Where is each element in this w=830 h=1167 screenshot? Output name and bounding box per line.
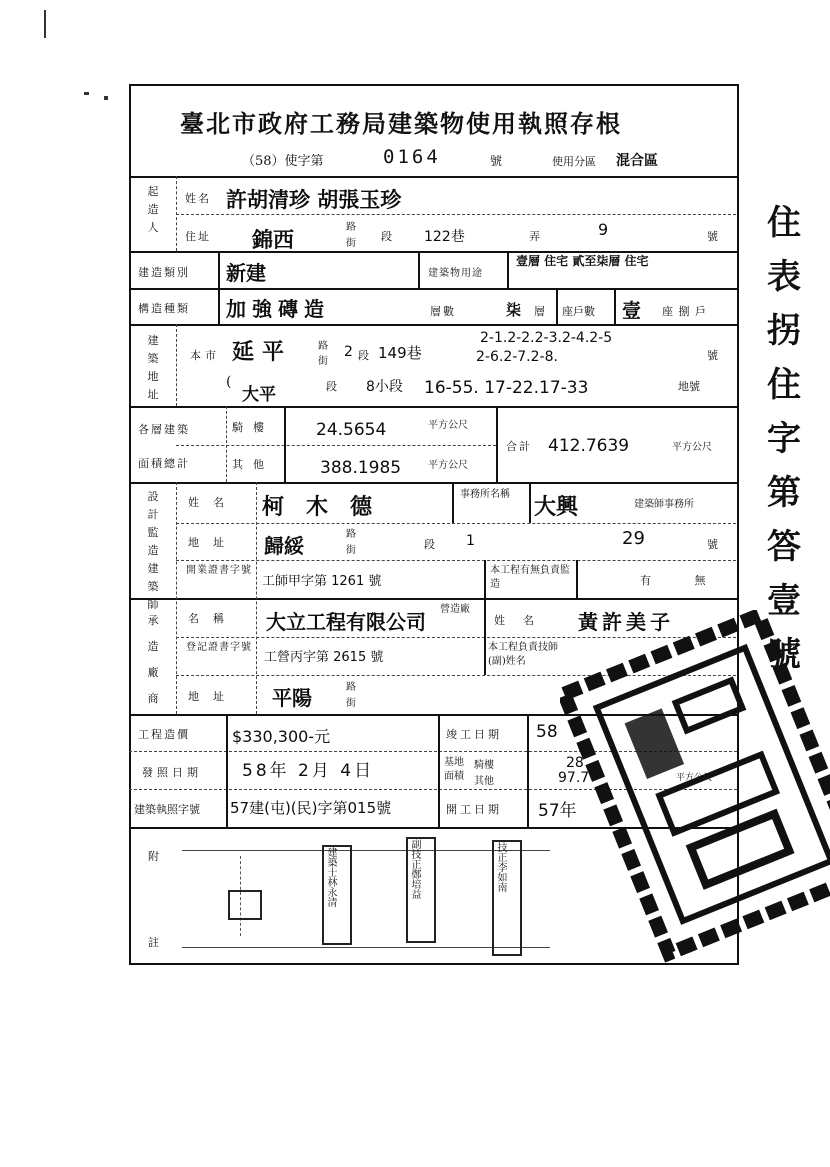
arcade-area-unit: 平方公尺 xyxy=(428,420,468,431)
col-line xyxy=(284,406,286,482)
office-name-label: 事務所名稱 xyxy=(460,489,510,500)
designer-license-value: 工師甲字第 1261 號 xyxy=(262,574,382,589)
col-line xyxy=(529,482,531,523)
units-value: 壹 xyxy=(622,300,642,322)
designer-address-value: 歸綏 xyxy=(264,534,304,558)
total-area-label: 合計 xyxy=(506,440,532,453)
other-area-value: 388.1985 xyxy=(320,458,402,478)
issue-date-label: 發照日期 xyxy=(142,766,202,779)
district-section-word: 段 xyxy=(326,380,337,393)
applicant-section-label: 起 造 人 xyxy=(147,185,159,234)
contractor-address-value: 平陽 xyxy=(272,686,312,710)
site-arcade-label: 騎樓 xyxy=(474,760,494,771)
col-line xyxy=(226,714,228,827)
designer-license-label: 開業證書字號 xyxy=(186,565,252,576)
designer-number-word: 號 xyxy=(707,538,718,551)
designer-road-word: 路 xyxy=(346,529,356,540)
col-line xyxy=(484,598,486,637)
row-line xyxy=(129,176,739,178)
col-line xyxy=(496,406,498,482)
row-line xyxy=(129,324,739,326)
contractor-person-value: 黃許美子 xyxy=(578,610,674,634)
row-line xyxy=(176,523,736,525)
floors-value: 柒 xyxy=(506,301,522,319)
location-street-word: 街 xyxy=(318,356,328,367)
location-road-value: 延平 xyxy=(232,340,293,365)
remarks-label-top: 附 xyxy=(148,850,161,863)
total-area-value: 412.7639 xyxy=(548,436,630,456)
designer-section-label: 設 計 監 造 建 築 師 xyxy=(147,490,159,611)
district-value: 大平 xyxy=(242,385,276,405)
seal-square xyxy=(228,890,262,920)
scan-mark xyxy=(104,96,108,100)
open-paren: ( xyxy=(226,374,232,390)
applicant-lane-value: 122巷 xyxy=(424,229,465,245)
completion-value: 58 xyxy=(536,722,558,742)
scan-mark xyxy=(84,92,89,95)
site-arcade-value: 28 xyxy=(566,755,584,771)
row-line xyxy=(176,445,496,447)
designer-section-word: 段 xyxy=(424,538,435,551)
row-line xyxy=(129,251,739,253)
location-section-word: 段 xyxy=(358,349,369,362)
floors-label: 層數 xyxy=(430,305,456,318)
row-line xyxy=(129,288,739,290)
right-margin-text: 住 表 拐 住 字 第 答 壹 號 xyxy=(767,203,801,675)
start-date-value: 57年 xyxy=(538,801,577,821)
site-other-value: 97.7 xyxy=(558,770,590,786)
usage-zone-value: 混合區 xyxy=(616,153,658,169)
area-label-line2: 面積總計 xyxy=(138,457,190,470)
contractor-name-label: 名稱 xyxy=(188,612,238,625)
building-category-label: 建造類別 xyxy=(138,266,190,279)
cost-value: $330,300-元 xyxy=(232,727,331,746)
contractor-street-word: 街 xyxy=(346,698,356,709)
number-word: 號 xyxy=(707,230,718,243)
col-line xyxy=(256,482,258,714)
designer-address-label: 地址 xyxy=(188,536,238,549)
permit-value: 57建(屯)(民)字第015號 xyxy=(230,799,392,817)
applicant-name-label: 姓名 xyxy=(185,192,211,205)
units-label: 座戶數 xyxy=(562,305,595,318)
stamp-text-3: 技正李如南 xyxy=(495,842,506,892)
area-label-line1: 各層建築 xyxy=(138,423,190,436)
col-line xyxy=(418,251,420,288)
license-prefix: （58）使字第 xyxy=(242,154,324,169)
location-section-label: 建 築 地 址 xyxy=(147,334,159,401)
remarks-label-bottom: 註 xyxy=(148,936,161,949)
other-area-unit: 平方公尺 xyxy=(428,460,468,471)
form-title: 臺北市政府工務局建築物使用執照存根 xyxy=(180,109,622,138)
form-border-top xyxy=(129,84,739,86)
location-numbers-line1: 2-1.2-2.2-3.2-4.2-5 xyxy=(480,330,613,346)
col-line xyxy=(226,406,228,482)
designer-reviewer-options: 有 無 xyxy=(640,574,726,587)
lot-numbers-value: 16-55. 17-22.17-33 xyxy=(424,378,589,398)
official-stamp-1 xyxy=(322,845,352,945)
designer-address-number: 29 xyxy=(622,528,645,549)
site-other-label: 其他 xyxy=(474,776,494,787)
contractor-reg-label: 登記證書字號 xyxy=(186,642,252,653)
official-stamp-2 xyxy=(406,837,436,943)
floors-unit: 層 xyxy=(534,305,547,318)
road-word: 路 xyxy=(346,222,356,233)
scan-mark xyxy=(44,10,46,38)
col-line xyxy=(484,560,486,598)
sub-section-value: 8小段 xyxy=(366,379,403,395)
street-word: 街 xyxy=(346,238,356,249)
completion-label: 竣工日期 xyxy=(446,728,502,741)
alley-word: 弄 xyxy=(529,230,540,243)
arcade-label: 騎樓 xyxy=(232,421,274,434)
applicant-street-value: 錦西 xyxy=(252,228,294,252)
arcade-area-value: 24.5654 xyxy=(316,420,387,440)
issue-date-value: 58年 2月 4日 xyxy=(242,761,375,781)
permit-label: 建築執照字號 xyxy=(134,803,200,816)
location-numbers-line2: 2-6.2-7.2-8. xyxy=(476,349,558,365)
col-line xyxy=(438,714,440,827)
applicant-address-label: 住址 xyxy=(185,230,211,243)
structure-label: 構造種類 xyxy=(138,302,190,315)
col-line xyxy=(176,176,178,251)
col-line xyxy=(176,324,178,406)
license-number: 0164 xyxy=(383,146,441,168)
applicant-number-value: 9 xyxy=(598,220,609,239)
contractor-person-label: 姓名 xyxy=(494,614,552,627)
official-stamp-3 xyxy=(492,840,522,956)
total-area-unit: 平方公尺 xyxy=(672,442,712,453)
designer-name-label: 姓名 xyxy=(188,496,238,509)
contractor-address-label: 地址 xyxy=(188,690,238,703)
location-number-word: 號 xyxy=(707,349,718,362)
contractor-section-label: 承 造 廠 商 xyxy=(147,614,159,705)
other-label: 其他 xyxy=(232,458,274,471)
location-section-value: 2 xyxy=(344,344,353,360)
designer-address-section: 1 xyxy=(466,533,475,549)
row-line xyxy=(176,560,736,562)
designer-name-value: 柯木德 xyxy=(262,495,395,520)
col-line xyxy=(484,637,486,675)
col-line xyxy=(507,251,509,288)
building-use-label: 建築物用途 xyxy=(428,268,483,279)
site-unit: 平方公尺 xyxy=(676,773,713,783)
contractor-company-word: 營造廠 xyxy=(440,604,470,615)
col-line xyxy=(218,251,220,324)
row-line xyxy=(129,598,739,600)
city-label: 本市 xyxy=(190,349,220,362)
row-line xyxy=(129,482,739,484)
form-border-left xyxy=(129,84,131,964)
col-line xyxy=(176,482,178,714)
contractor-engineer-label: 本工程負責技師(副)姓名 xyxy=(488,642,558,667)
stamp-text-2: 副技正鄭培益 xyxy=(409,839,420,899)
designer-reviewer-label: 本工程有無負責監造 xyxy=(490,565,570,590)
row-line xyxy=(129,406,739,408)
col-line xyxy=(527,714,529,827)
contractor-reg-value: 工營丙字第 2615 號 xyxy=(264,650,384,665)
row-line xyxy=(176,214,736,216)
designer-street-word: 街 xyxy=(346,545,356,556)
office-suffix: 建築師事務所 xyxy=(634,499,694,510)
section-word: 段 xyxy=(381,230,392,243)
start-date-label: 開工日期 xyxy=(446,803,502,816)
site-area-label: 基地面積 xyxy=(444,757,464,782)
col-line xyxy=(452,482,454,523)
usage-zone-label: 使用分區 xyxy=(552,155,596,168)
stamp-text-1: 建築士林永清 xyxy=(325,847,336,907)
cost-label: 工程造價 xyxy=(138,728,190,741)
license-suffix: 號 xyxy=(490,154,503,168)
lot-word: 地號 xyxy=(678,380,700,393)
col-line xyxy=(614,288,616,324)
structure-value: 加強磚造 xyxy=(226,297,330,321)
col-line xyxy=(576,560,578,598)
location-road-word: 路 xyxy=(318,341,328,352)
applicant-name-value: 許胡清珍 胡張玉珍 xyxy=(226,188,402,212)
contractor-name-value: 大立工程有限公司 xyxy=(266,610,426,634)
contractor-road-word: 路 xyxy=(346,682,356,693)
office-name-value: 大興 xyxy=(534,495,579,520)
building-use-value: 壹層 住宅 貳至柒層 住宅 xyxy=(516,254,649,268)
location-lane-value: 149巷 xyxy=(378,344,422,362)
building-category-value: 新建 xyxy=(226,261,266,285)
col-line xyxy=(556,288,558,324)
units-unit: 座 捌 戶 xyxy=(662,305,707,318)
